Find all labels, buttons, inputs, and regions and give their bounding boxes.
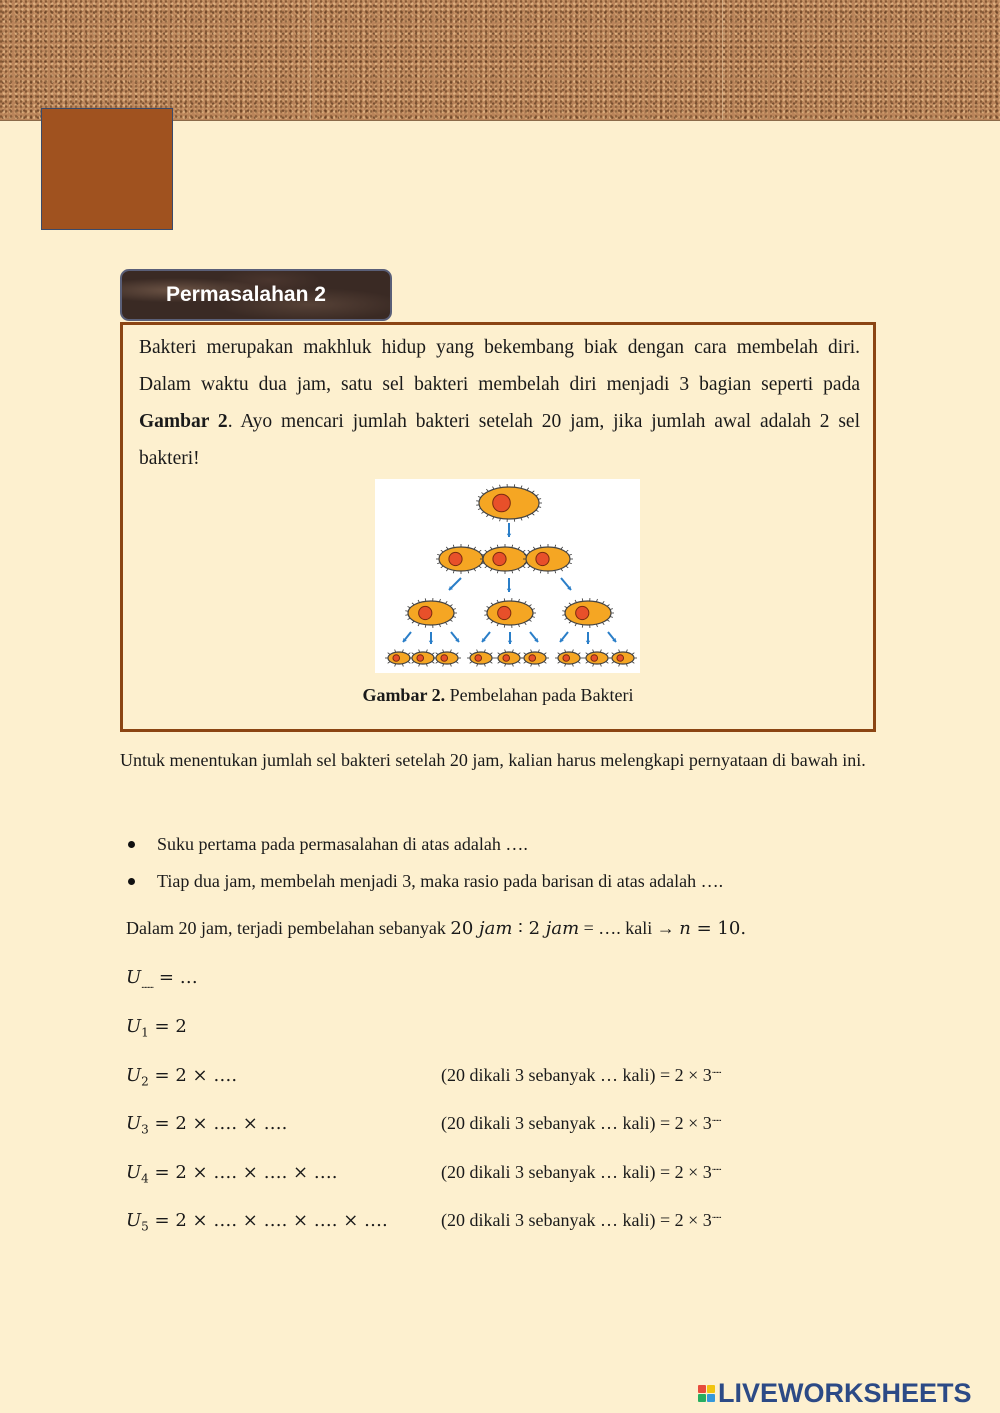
caption-text: Pembelahan pada Bakteri — [445, 685, 634, 705]
u-left-expr: = 2 × …. × …. × …. — [148, 1162, 338, 1183]
bacteria-nucleus — [449, 552, 462, 565]
u-right-expr: (20 dikali 3 sebanyak … kali) = 2 × 3 — [441, 1065, 712, 1085]
u2-line — [126, 1060, 237, 1097]
arrow-head — [429, 641, 434, 644]
bacteria-nucleus — [493, 552, 506, 565]
bullet-text: Tiap dua jam, membelah menjadi 3, maka rasio pada barisan di atas adalah …. — [157, 871, 724, 891]
section-title: Permasalahan 2 — [166, 283, 326, 306]
u-symbol: U — [126, 1162, 142, 1183]
u-symbol: U — [126, 1210, 142, 1231]
logo-text: LIVEWORKSHEETS — [718, 1377, 972, 1408]
u-left-expr: = 2 × …. — [148, 1065, 238, 1086]
u-subscript: 2 — [141, 1074, 149, 1089]
liveworksheets-logo[interactable] — [698, 1376, 972, 1410]
u1-symbol: U — [126, 1016, 142, 1037]
bacteria-nucleus — [503, 655, 510, 662]
division-jam1: jam — [479, 918, 513, 939]
u-exponent-blank: ...... — [711, 1210, 721, 1221]
liveworksheets-logo-icon — [698, 1385, 715, 1402]
division-mid: = …. kali → — [579, 918, 680, 938]
un-symbol: U — [126, 967, 142, 988]
division-colon: ∶ — [512, 918, 529, 939]
bacteria-nucleus — [576, 606, 589, 619]
division-expr1: 20 — [450, 918, 480, 939]
section-title-tab — [120, 269, 392, 321]
problem-text-bold: Gambar 2 — [139, 411, 228, 432]
u1-subscript: 1 — [141, 1025, 149, 1040]
bacteria-nucleus — [475, 655, 482, 662]
division-expr2: 2 — [528, 918, 546, 939]
bacteria-nucleus — [563, 655, 570, 662]
intro-paragraph: Untuk menentukan jumlah sel bakteri setelah 20 jam, kalian harus melengkapi pernyataan di bawah ini. — [120, 750, 866, 770]
bacteria-nucleus — [419, 606, 432, 619]
un-line — [126, 962, 198, 996]
u-exponent-blank: ...... — [711, 1162, 721, 1173]
u3-right — [441, 1108, 721, 1142]
bacteria-nucleus — [498, 606, 511, 619]
bullet-icon — [128, 878, 135, 885]
u-symbol: U — [126, 1065, 142, 1086]
arrow-head — [586, 641, 591, 644]
bacteria-nucleus — [536, 552, 549, 565]
list-item — [127, 826, 887, 863]
header-seam — [310, 0, 311, 120]
division-n: n — [679, 918, 691, 939]
u1-rest: = 2 — [148, 1016, 187, 1037]
division-count-line — [126, 913, 746, 944]
u-right-expr: (20 dikali 3 sebanyak … kali) = 2 × 3 — [441, 1210, 712, 1230]
u4-line — [126, 1157, 338, 1194]
problem-text-part2: . Ayo mencari jumlah bakteri setelah 20 jam, jika jumlah awal adalah 2 sel bakteri! — [139, 411, 860, 469]
u-symbol: U — [126, 1113, 142, 1134]
problem-text — [139, 329, 860, 477]
bullet-text: Suku pertama pada permasalahan di atas adalah …. — [157, 834, 528, 854]
caption-bold: Gambar 2. — [362, 685, 446, 705]
arrow-head — [507, 589, 512, 592]
u5-line — [126, 1205, 388, 1242]
u5-right — [441, 1205, 721, 1239]
division-eq: = 10. — [690, 918, 747, 939]
u-right-expr: (20 dikali 3 sebanyak … kali) = 2 × 3 — [441, 1162, 712, 1182]
u-subscript: 3 — [141, 1122, 149, 1137]
u-subscript: 5 — [141, 1219, 149, 1234]
u-subscript: 4 — [141, 1171, 149, 1186]
u-left-expr: = 2 × …. × …. — [148, 1113, 288, 1134]
division-jam2: jam — [545, 918, 580, 939]
bullet-icon — [128, 841, 135, 848]
bacteria-nucleus — [617, 655, 624, 662]
arrow-head — [508, 641, 513, 644]
figure-caption — [123, 685, 873, 706]
u-right-expr: (20 dikali 3 sebanyak … kali) = 2 × 3 — [441, 1113, 712, 1133]
figure-bacteria-division — [375, 479, 640, 673]
u3-line — [126, 1108, 287, 1145]
bacteria-nucleus — [417, 655, 424, 662]
bacteria-nucleus — [393, 655, 400, 662]
header-seam — [722, 0, 723, 120]
bullet-list — [127, 826, 887, 900]
u1-line — [126, 1011, 187, 1048]
problem-box — [120, 322, 876, 732]
list-item — [127, 863, 887, 900]
un-subscript: ........ — [141, 980, 154, 991]
u-exponent-blank: ...... — [711, 1113, 721, 1124]
un-rest: = … — [153, 967, 198, 988]
bacteria-division-diagram-icon — [375, 479, 640, 673]
problem-text-part1: Bakteri merupakan makhluk hidup yang bekembang biak dengan cara membelah diri. Dalam waktu dua jam, satu sel bakteri membelah diri menjadi 3 bagian seperti pada — [139, 337, 860, 395]
bacteria-nucleus — [441, 655, 448, 662]
arrow-head — [507, 534, 512, 537]
bacteria-nucleus — [529, 655, 536, 662]
division-prefix: Dalam 20 jam, terjadi pembelahan sebanyak — [126, 918, 451, 938]
bacteria-nucleus — [493, 494, 511, 512]
u-exponent-blank: ...... — [711, 1065, 721, 1076]
u4-right — [441, 1157, 721, 1191]
decorative-brown-square — [41, 108, 173, 230]
decorative-header-band — [0, 0, 1000, 121]
u-left-expr: = 2 × …. × …. × …. × …. — [148, 1210, 388, 1231]
u2-right — [441, 1060, 721, 1094]
bacteria-nucleus — [591, 655, 598, 662]
